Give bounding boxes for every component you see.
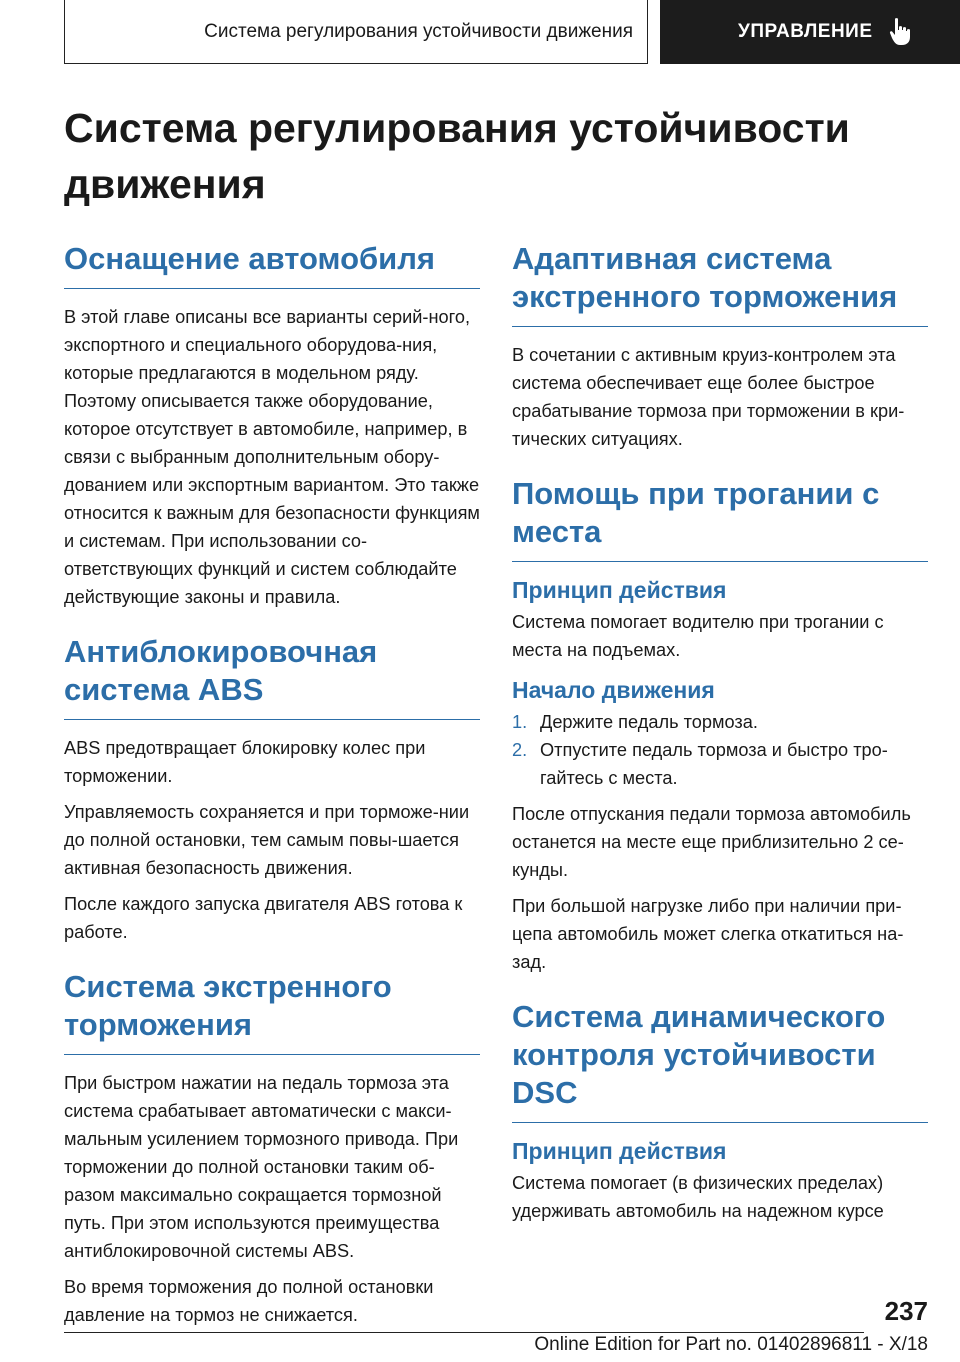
running-header-chapter xyxy=(660,0,960,64)
running-header-section xyxy=(64,0,648,64)
page-title: Система регулирования устойчивости движения xyxy=(64,105,850,207)
paragraph: Во время торможения до полной остановки давление на тормоз не снижается. xyxy=(64,1277,434,1325)
footer-divider xyxy=(64,1332,864,1333)
paragraph: При большой нагрузке либо при наличии при-цепа автомобиль может слегка откатиться на-зад. xyxy=(512,896,904,972)
section-heading: Помощь при трогании с места xyxy=(512,475,928,562)
footer-edition: Online Edition for Part no. 01402896811 - X/18 xyxy=(534,1334,928,1355)
section-adaptive-braking xyxy=(512,240,928,453)
section-abs xyxy=(64,633,480,946)
list-item xyxy=(512,708,928,736)
subheading: Начало движения xyxy=(512,677,715,703)
subheading: Принцип действия xyxy=(512,1138,727,1164)
section-dsc xyxy=(512,998,928,1225)
section-heading: Система экстренного торможения xyxy=(64,968,480,1055)
section-equipment xyxy=(64,240,480,611)
section-emergency-braking xyxy=(64,968,480,1329)
section-heading: Система динамического контроля устойчивости DSC xyxy=(512,998,928,1123)
steps-list xyxy=(512,708,928,792)
section-heading: Оснащение автомобиля xyxy=(64,240,480,289)
pointing-hand-icon xyxy=(889,17,913,47)
right-column xyxy=(512,240,928,1247)
running-header-title: Система регулирования устойчивости движения xyxy=(204,20,633,42)
paragraph: В сочетании с активным круиз-контролем эта система обеспечивает еще более быстрое срабатывание тормоза при торможении в кри-тических ситуациях. xyxy=(512,345,905,449)
step-text: Держите педаль тормоза. xyxy=(540,712,758,732)
paragraph: При быстром нажатии на педаль тормоза эта система срабатывает автоматически с макси-мальным усилением тормозного привода. При торможении до полной остановки таким об-разом максимально сокращается тормозной путь. При этом используются преимущества антиблокировочной системы ABS. xyxy=(64,1073,459,1261)
section-heading: Адаптивная система экстренного торможения xyxy=(512,240,928,327)
left-column xyxy=(64,240,480,1351)
paragraph: Система помогает (в физических пределах) удерживать автомобиль на надежном курсе xyxy=(512,1173,884,1221)
step-number: 1. xyxy=(512,712,528,732)
step-text: Отпустите педаль тормоза и быстро тро-гайтесь с места. xyxy=(540,740,888,788)
subheading: Принцип действия xyxy=(512,577,727,603)
section-heading: Антиблокировочная система ABS xyxy=(64,633,480,720)
section-hill-start xyxy=(512,475,928,976)
paragraph: После отпускания педали тормоза автомобиль останется на месте еще приблизительно 2 се-кунды. xyxy=(512,804,911,880)
paragraph: После каждого запуска двигателя ABS готова к работе. xyxy=(64,894,463,942)
paragraph: Управляемость сохраняется и при торможе-нии до полной остановки, тем самым повы-шается активная безопасность движения. xyxy=(64,802,470,878)
paragraph: ABS предотвращает блокировку колес при торможении. xyxy=(64,738,426,786)
chapter-label: УПРАВЛЕНИЕ xyxy=(738,21,873,42)
list-item xyxy=(512,736,928,792)
step-number: 2. xyxy=(512,740,528,760)
paragraph: Система помогает водителю при трогании с места на подъемах. xyxy=(512,612,884,660)
page-number: 237 xyxy=(884,1296,928,1326)
paragraph: В этой главе описаны все варианты серий-ного, экспортного и специального оборудова-ния, которые предлагаются в модельном ряду. Поэтому описывается также оборудование, которое отсутствует в автомобиле, например, в связи с выбранным дополнительным обору-дованием или экспортным вариантом. Это также относится к важным для безопасности функциям и системам. При использовании со-ответствующих функций и систем соблюдайте действующие законы и правила. xyxy=(64,307,480,607)
